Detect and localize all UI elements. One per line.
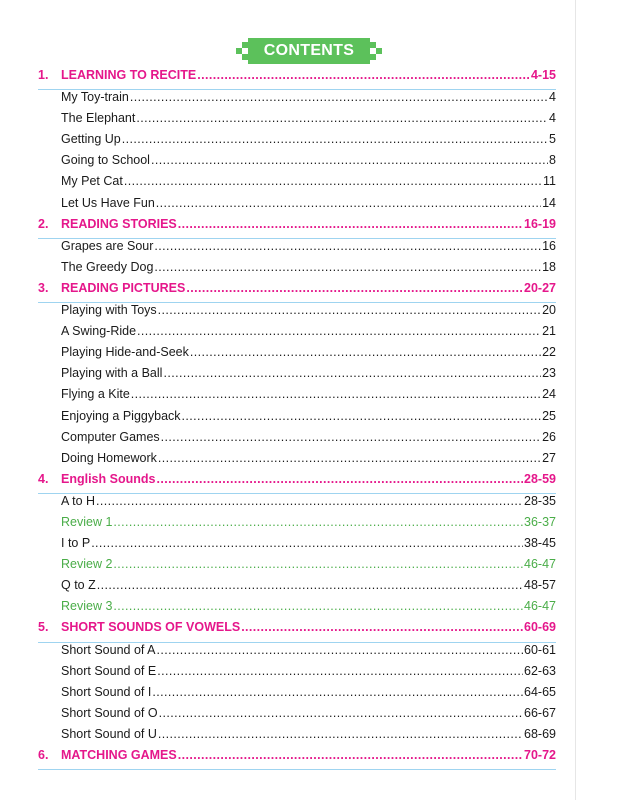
entry-title: A to H [61, 493, 96, 508]
dot-leader [157, 643, 524, 657]
entry-title: Review 2 [61, 557, 113, 572]
page-number: 20-27 [524, 280, 556, 295]
page-number: 27 [542, 450, 556, 465]
toc-item-row [38, 174, 556, 195]
toc-item-row [38, 260, 556, 281]
dot-leader [131, 387, 541, 401]
badge-notch [242, 42, 248, 48]
dot-leader [158, 727, 523, 741]
entry-title: A Swing-Ride [61, 324, 137, 339]
badge-notch [370, 54, 376, 60]
section-number: 1. [38, 68, 49, 82]
toc-section-row [38, 68, 556, 90]
dot-leader [137, 324, 541, 338]
entry-title: English Sounds [61, 471, 156, 486]
toc-item-row [38, 727, 556, 748]
section-number: 4. [38, 471, 49, 486]
dot-leader [182, 409, 542, 423]
page-number: 21 [542, 324, 556, 339]
toc-item-row [38, 664, 556, 685]
dot-leader [113, 557, 523, 571]
dot-leader [136, 111, 548, 125]
dot-leader [154, 260, 541, 274]
page-number: 66-67 [524, 705, 556, 720]
dot-leader [113, 515, 523, 529]
entry-title: READING STORIES [61, 216, 177, 231]
page-number: 4 [549, 111, 556, 126]
entry-title: MATCHING GAMES [61, 748, 177, 762]
toc-item-row [38, 430, 556, 451]
contents-header [0, 38, 618, 64]
dot-leader [96, 494, 523, 508]
toc-item-row [38, 409, 556, 430]
page-number: 16-19 [524, 216, 556, 231]
section-number: 2. [38, 216, 49, 231]
entry-title: My Toy-train [61, 90, 129, 105]
page-number: 16 [542, 238, 556, 253]
toc-section-row [38, 748, 556, 770]
toc-section-row [38, 472, 556, 494]
dot-leader [152, 685, 523, 699]
page-number: 46-47 [524, 599, 556, 614]
page-number: 70-72 [524, 748, 556, 762]
entry-title: Short Sound of A [61, 642, 156, 657]
page-edge-line [575, 0, 576, 800]
page-number: 28-35 [524, 493, 556, 508]
toc-item-row [38, 536, 556, 557]
page-title: CONTENTS [263, 42, 355, 59]
toc-item-row [38, 153, 556, 174]
dot-leader [157, 664, 523, 678]
entry-title: READING PICTURES [61, 280, 186, 295]
dot-leader [178, 748, 523, 762]
page-number: 20 [542, 303, 556, 318]
entry-title: Short Sound of O [61, 705, 158, 720]
entry-title: Computer Games [61, 429, 160, 444]
dot-leader [130, 90, 548, 104]
page-number: 24 [542, 387, 556, 402]
page-number: 60-61 [524, 642, 556, 657]
entry-title: My Pet Cat [61, 174, 123, 189]
entry-title: Enjoying a Piggyback [61, 408, 181, 423]
toc-item-row [38, 132, 556, 153]
dot-leader [197, 68, 530, 82]
toc-item-row [38, 90, 556, 111]
toc-section-row [38, 281, 556, 303]
toc-review-row [38, 515, 556, 536]
page-number: 68-69 [524, 726, 556, 741]
dot-leader [124, 174, 542, 188]
toc-review-row [38, 599, 556, 620]
toc-review-row [38, 557, 556, 578]
toc-item-row [38, 387, 556, 408]
page-number: 18 [542, 259, 556, 274]
page-number: 4-15 [530, 68, 556, 82]
dot-leader [156, 196, 541, 210]
page-number: 25 [542, 408, 556, 423]
toc-item-row [38, 494, 556, 515]
toc-item-row [38, 578, 556, 599]
toc-section-row [38, 217, 556, 239]
dot-leader [122, 132, 548, 146]
page-number: 22 [542, 345, 556, 360]
page-number: 28-59 [524, 471, 556, 486]
entry-title: Review 1 [61, 514, 113, 529]
dot-leader [158, 303, 541, 317]
entry-title: Let Us Have Fun [61, 195, 155, 210]
toc-item-row [38, 303, 556, 324]
page-number: 26 [542, 429, 556, 444]
toc-item-row [38, 366, 556, 387]
toc-item-row [38, 451, 556, 472]
dot-leader [190, 345, 541, 359]
dot-leader [163, 366, 541, 380]
dot-leader [97, 578, 523, 592]
toc-item-row [38, 643, 556, 664]
entry-title: Doing Homework [61, 450, 157, 465]
page-number: 4 [549, 90, 556, 105]
toc-item-row [38, 239, 556, 260]
entry-title: Playing with a Ball [61, 366, 163, 381]
entry-title: Going to School [61, 153, 150, 168]
page-number: 46-47 [524, 557, 556, 572]
page-number: 38-45 [524, 536, 556, 551]
page-number: 11 [543, 174, 556, 189]
entry-title: LEARNING TO RECITE [61, 68, 197, 82]
badge-notch [376, 48, 382, 54]
dot-leader [91, 536, 523, 550]
entry-title: Grapes are Sour [61, 238, 154, 253]
dot-leader [158, 451, 541, 465]
entry-title: Q to Z [61, 578, 96, 593]
dot-leader [161, 430, 541, 444]
dot-leader [241, 620, 523, 634]
dot-leader [154, 239, 541, 253]
page-number: 36-37 [524, 514, 556, 529]
page-number: 8 [549, 153, 556, 168]
section-number: 3. [38, 280, 49, 295]
dot-leader [186, 281, 523, 295]
dot-leader [159, 706, 523, 720]
entry-title: Playing with Toys [61, 303, 157, 318]
page-number: 48-57 [524, 578, 556, 593]
entry-title: Review 3 [61, 599, 113, 614]
dot-leader [113, 599, 523, 613]
page-number: 5 [549, 132, 556, 147]
toc-item-row [38, 324, 556, 345]
toc-item-row [38, 111, 556, 132]
toc-item-row [38, 706, 556, 727]
toc-item-row [38, 345, 556, 366]
entry-title: The Greedy Dog [61, 259, 154, 274]
entry-title: Getting Up [61, 132, 121, 147]
page-number: 64-65 [524, 684, 556, 699]
entry-title: Playing Hide-and-Seek [61, 345, 189, 360]
page-number: 23 [542, 366, 556, 381]
toc-section-row [38, 620, 556, 642]
entry-title: Short Sound of E [61, 663, 157, 678]
section-number: 6. [38, 748, 49, 762]
dot-leader [156, 472, 523, 486]
section-number: 5. [38, 620, 49, 635]
page-number: 60-69 [524, 620, 556, 635]
entry-title: Short Sound of I [61, 684, 152, 699]
entry-title: Flying a Kite [61, 387, 130, 402]
entry-title: The Elephant [61, 111, 136, 126]
table-of-contents [38, 68, 556, 770]
badge-notch [242, 54, 248, 60]
entry-title: SHORT SOUNDS OF VOWELS [61, 620, 241, 635]
page-number: 14 [542, 195, 556, 210]
dot-leader [151, 153, 548, 167]
page-number: 62-63 [524, 663, 556, 678]
entry-title: Short Sound of U [61, 726, 157, 741]
entry-title: I to P [61, 536, 91, 551]
dot-leader [178, 217, 523, 231]
contents-title-badge [248, 38, 370, 64]
toc-item-row [38, 685, 556, 706]
toc-item-row [38, 196, 556, 217]
